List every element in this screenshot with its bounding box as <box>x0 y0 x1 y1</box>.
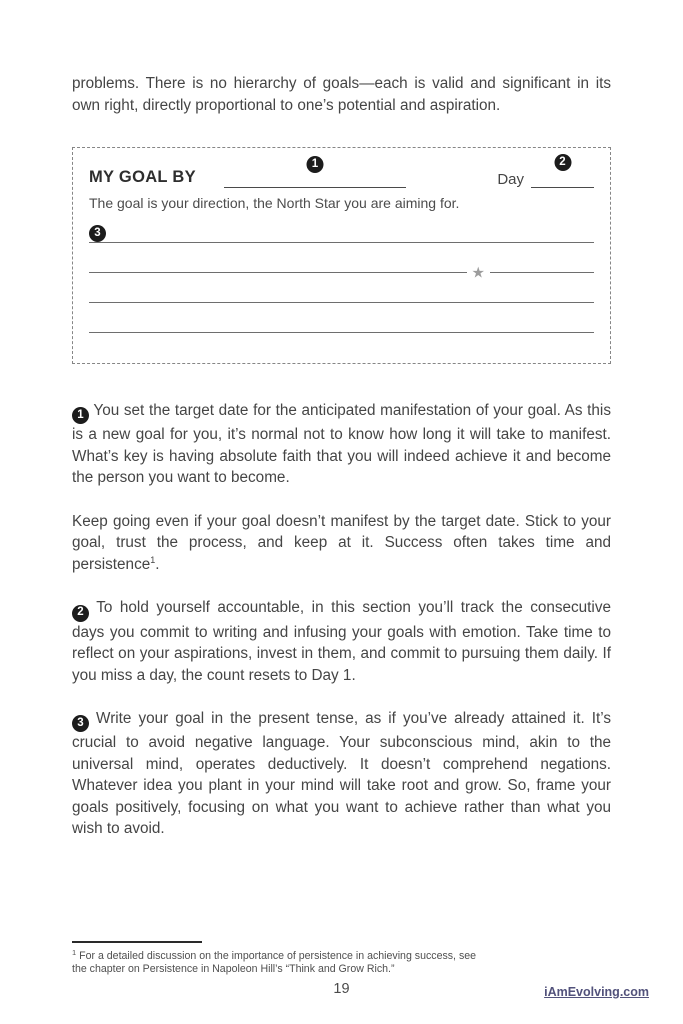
paragraph-step-1 <box>72 400 611 489</box>
goal-box-caption: The goal is your direction, the North Star you are aiming for. <box>89 195 460 211</box>
day-count-line[interactable] <box>531 155 594 188</box>
paragraph-step-3 <box>72 708 611 840</box>
step-2-inline-badge: 2 <box>72 605 89 622</box>
day-label: Day <box>497 171 524 188</box>
footnote-reference: 1 <box>150 554 156 565</box>
page-content <box>72 73 611 840</box>
paragraph-persistence <box>72 511 611 576</box>
step-1-badge: 1 <box>306 156 323 173</box>
goal-box <box>72 147 611 364</box>
step-1-inline-badge: 1 <box>72 407 89 424</box>
paragraph-text: You set the target date for the anticipated manifestation of your goal. As this is a new goal for you, it’s normal not to know how long it will take to manifest. What’s key is having absolute faith that you will indeed achieve it and become the person you want to become. <box>72 402 611 487</box>
day-counter <box>497 155 594 188</box>
footnote <box>72 941 502 976</box>
paragraph-step-2 <box>72 597 611 686</box>
star-icon: ★ <box>471 264 485 282</box>
goal-box-header <box>89 155 594 188</box>
intro-paragraph: problems. There is no hierarchy of goals—each is valid and significant in its own right, directly proportional to one’s potential and aspiration. <box>72 75 611 114</box>
goal-writing-line-4[interactable] <box>89 303 594 333</box>
footnote-text: $^1$ For a detailed discussion on the importance of persistence in achieving success, see the chapter on Persistence in Napoleon Hill’s “Think and Grow Rich.” <box>72 948 477 975</box>
goal-writing-line-3[interactable] <box>89 273 594 303</box>
paragraph-text-end: . <box>155 555 160 573</box>
goal-date-line[interactable] <box>224 157 406 188</box>
paragraph-text: Write your goal in the present tense, as if you’ve already attained it. It’s crucial to avoid negative language. Your subconscious mind, akin to the universal mind, operates deductively. It doesn’t comprehend negations. Whatever idea you plant in your mind will take root and grow. So, frame your goals positively, focusing on what you want to achieve rather than what you wish to avoid. <box>72 710 612 838</box>
goal-box-title: MY GOAL BY <box>89 168 196 186</box>
footnote-marker: 1 <box>72 948 77 957</box>
goal-writing-line-2[interactable] <box>89 243 594 282</box>
footnote-divider <box>72 941 202 943</box>
step-3-badge: 3 <box>89 225 106 242</box>
paragraph-text: Keep going even if your goal doesn’t manifest by the target date. Stick to your goal, trust the process, and keep at it. Success often takes time and persistence <box>72 512 611 573</box>
paragraph-text: To hold yourself accountable, in this section you’ll track the consecutive days you commit to writing and infusing your goals with emotion. Take time to reflect on your aspirations, invest in them, and commit to pursuing them daily. If you miss a day, the count resets to Day 1. <box>72 599 611 684</box>
step-3-inline-badge: 3 <box>72 715 89 732</box>
page-number: 19 <box>333 981 350 997</box>
step-3-badge-row <box>89 220 594 237</box>
line-segment <box>89 272 467 273</box>
step-2-badge: 2 <box>554 154 571 171</box>
line-segment <box>490 272 594 273</box>
website-link[interactable]: iAmEvolving.com <box>544 985 649 999</box>
